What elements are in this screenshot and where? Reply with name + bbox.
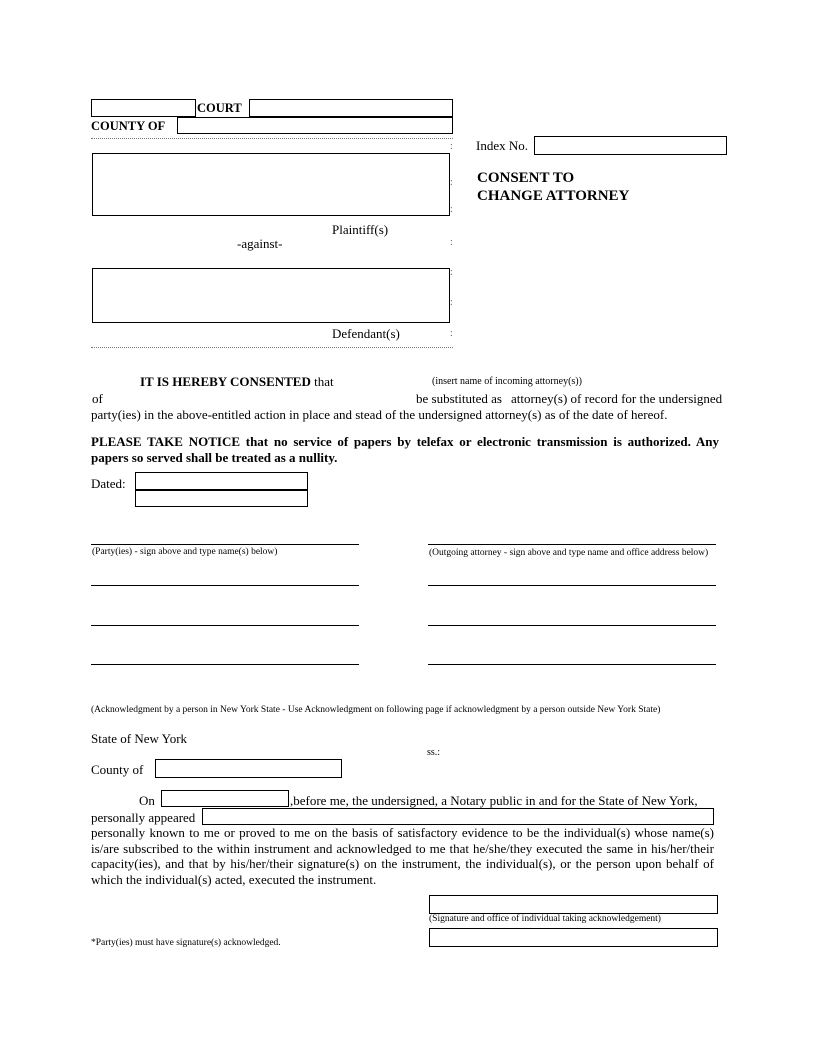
consent-line-2: party(ies) in the above-entitled action in place and stead of the undersigned attorney(s) as of the date of hereof. bbox=[91, 407, 668, 422]
ack-date-field[interactable] bbox=[161, 790, 289, 807]
document-title-line-1: CONSENT TO bbox=[477, 170, 575, 186]
caption-colon: : bbox=[450, 237, 453, 248]
caption-colon: : bbox=[450, 297, 453, 308]
dated-label: Dated: bbox=[91, 476, 126, 491]
county-label: COUNTY OF bbox=[91, 119, 166, 133]
dated-field-1[interactable] bbox=[135, 472, 308, 490]
notary-signature-field[interactable] bbox=[429, 895, 718, 914]
caption-divider-top bbox=[91, 138, 453, 139]
attorney-signature-caption: (Outgoing attorney - sign above and type name and office address below) bbox=[429, 548, 709, 558]
party-name-line-2[interactable] bbox=[91, 625, 359, 626]
defendant-label: Defendant(s) bbox=[332, 326, 400, 341]
appeared-name-field[interactable] bbox=[202, 808, 714, 825]
consent-lead bbox=[140, 374, 334, 389]
ack-county-field[interactable] bbox=[155, 759, 342, 778]
index-number-field[interactable] bbox=[534, 136, 727, 155]
notice-text: PLEASE TAKE NOTICE that no service of papers by telefax or electronic transmission is authorized. Any papers so served shall be treated as a nullity. bbox=[91, 434, 719, 465]
ack-county-label: County of bbox=[91, 762, 144, 777]
index-label: Index No. bbox=[476, 138, 528, 153]
on-label: On bbox=[139, 793, 155, 808]
attorney-name-line-1[interactable] bbox=[428, 585, 716, 586]
attorney-name-line-2[interactable] bbox=[428, 625, 716, 626]
ss-label: ss.: bbox=[427, 747, 441, 758]
caption-colon: : bbox=[450, 267, 453, 278]
caption-colon: : bbox=[450, 141, 453, 152]
state-label: State of New York bbox=[91, 731, 188, 746]
party-name-line-3[interactable] bbox=[91, 664, 359, 665]
court-label: COURT bbox=[197, 101, 242, 115]
consent-substituted-label: be substituted as bbox=[416, 391, 502, 406]
caption-divider-bottom bbox=[91, 347, 453, 348]
personally-appeared-label: personally appeared bbox=[91, 810, 196, 825]
caption-colon: : bbox=[450, 328, 453, 339]
footnote: *Party(ies) must have signature(s) acknowledged. bbox=[91, 938, 281, 948]
party-signature-line[interactable] bbox=[91, 544, 359, 545]
attorney-signature-line[interactable] bbox=[428, 544, 716, 545]
acknowledgment-heading: (Acknowledgment by a person in New York State - Use Acknowledgment on following page if acknowledgment by a person outside New York State) bbox=[91, 705, 661, 715]
defendant-name-field[interactable] bbox=[92, 268, 450, 323]
caption-colon: : bbox=[450, 204, 453, 215]
caption-colon: : bbox=[450, 177, 453, 188]
party-signature-caption: (Party(ies) - sign above and type name(s) below) bbox=[92, 547, 278, 557]
court-location-field[interactable] bbox=[249, 99, 453, 117]
notary-office-field[interactable] bbox=[429, 928, 718, 947]
consent-of-label: of bbox=[92, 391, 103, 406]
consent-lead-bold: IT IS HEREBY CONSENTED bbox=[140, 374, 311, 389]
plaintiff-label: Plaintiff(s) bbox=[332, 222, 389, 237]
acknowledgment-body: personally known to me or proved to me on the basis of satisfactory evidence to be the individual(s) whose name(s) is/are subscribed to the within instrument and acknowledged to me that he/she/they executed the same in his/her/their capacity(ies), and that by his/her/their signature(s) on the instrument, the individual(s), or the person upon behalf of which the individual(s) acted, executed the instrument. bbox=[91, 825, 714, 887]
plaintiff-name-field[interactable] bbox=[92, 153, 450, 216]
insert-attorney-note: (insert name of incoming attorney(s)) bbox=[432, 376, 582, 387]
notary-signature-caption: (Signature and office of individual taking acknowledgement) bbox=[429, 914, 661, 924]
attorney-name-line-3[interactable] bbox=[428, 664, 716, 665]
court-name-field[interactable] bbox=[91, 99, 196, 117]
against-label: -against- bbox=[237, 236, 283, 251]
before-me-text: ,before me, the undersigned, a Notary public in and for the State of New York, bbox=[290, 793, 698, 808]
dated-field-2[interactable] bbox=[135, 490, 308, 507]
county-field[interactable] bbox=[177, 117, 453, 134]
document-title-line-2: CHANGE ATTORNEY bbox=[477, 188, 630, 204]
consent-lead-rest: that bbox=[314, 374, 334, 389]
consent-attorney-text: attorney(s) of record for the undersigned bbox=[511, 391, 723, 406]
party-name-line-1[interactable] bbox=[91, 585, 359, 586]
